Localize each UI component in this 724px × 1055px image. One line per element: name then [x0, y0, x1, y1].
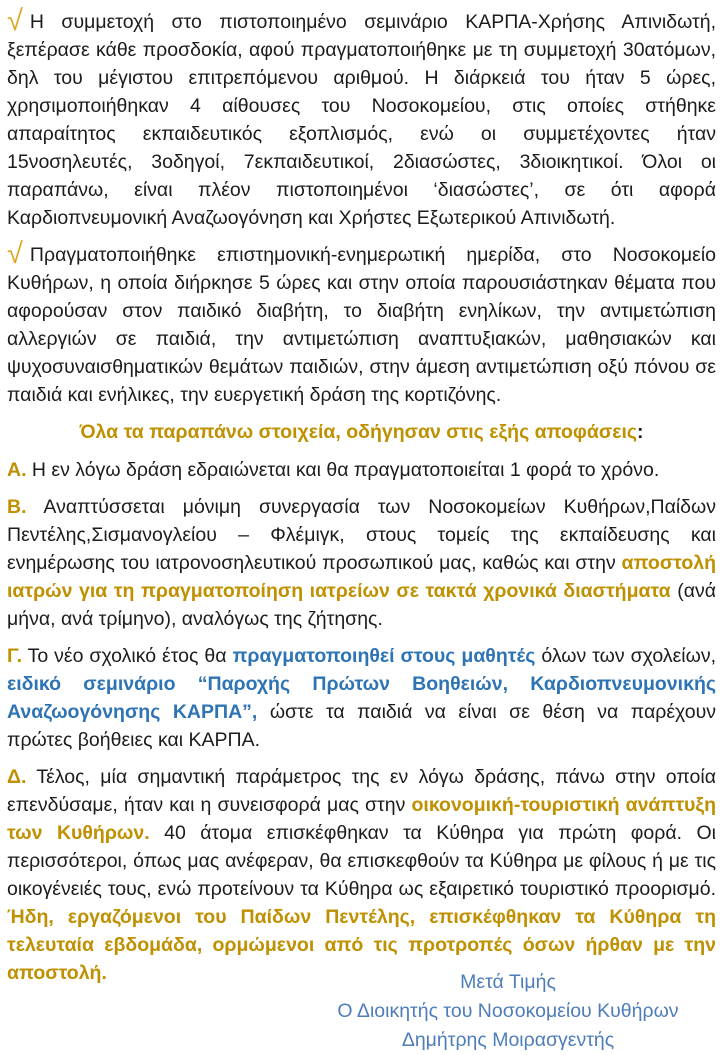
decision-b-highlight: αποστολή ιατρών για τη πραγματοποίηση ιατρείων σε τακτά χρονικά διαστήματα: [7, 552, 716, 602]
decision-b-text-2: (ανά μήνα, ανά τρίμηνο), αναλόγως της ζήτησης.: [7, 580, 716, 630]
decision-a-text: Η εν λόγω δράση εδραιώνεται και θα πραγματοποιείται 1 φορά το χρόνο.: [26, 459, 660, 481]
decision-d-text-1: Τέλος, μία σημαντική παράμετρος της εν λόγω δράσης, πάνω στην οποία επενδύσαμε, ήταν και η συνεισφορά μας στην: [7, 766, 716, 816]
paragraph-seminar-text: Η συμμετοχή στο πιστοποιημένο σεμινάριο ΚΑΡΠΑ-Χρήσης Απινιδωτή, ξεπέρασε κάθε προσδοκία, αφού πραγματοποιήθηκε με τη συμμετοχή 30ατόμων, δηλ του μέγιστου επιτρεπόμενου αριθμού. Η διάρκειά του ήταν 5 ώρες, χρησιμοποιήθηκαν 4 αίθουσες του Νοσοκομείου, στις οποίες στήθηκε απαραίτητος εκπαιδευτικός εξοπλισμός, ενώ οι συμμετέχοντες ήταν 15νοσηλευτές, 3οδηγοί, 7εκπαιδευτικοί, 2διασώστες, 3διοικητικοί. Όλοι οι παραπάνω, είναι πλέον πιστοποιημένοι ‘διασώστες’, σε ότι αφορά Καρδιοπνευμονική Αναζωογόνηση και Χρήστες Εξωτερικού Απινιδωτή.: [7, 11, 716, 229]
decision-c-highlight-1: πραγματοποιηθεί στους μαθητές: [232, 645, 536, 667]
decision-a: [7, 456, 716, 484]
decision-c-text-3: ώστε τα παιδιά να είναι σε θέση να παρέχουν πρώτες βοήθειες και ΚΑΡΠΑ.: [7, 701, 716, 751]
decision-a-label: Α.: [7, 459, 27, 481]
check-icon: √: [7, 5, 23, 37]
decision-b-label: Β.: [7, 496, 27, 518]
paragraph-infoday-text: Πραγματοποιήθηκε επιστημονική-ενημερωτική ημερίδα, στο Νοσοκομείο Κυθήρων, η οποία διήρκησε 5 ώρες και στην οποία παρουσιάστηκαν θέματα που αφορούσαν στον παιδικό διαβήτη, το διαβήτη ενηλίκων, την αντιμετώπιση αλλεργιών σε παιδιά, την αντιμετώπιση αναπτυξιακών, μαθησιακών και ψυχοσυναισθηματικών θεμάτων παιδιών, στην άμεση αντιμετώπιση οξύ πόνου σε παιδιά και ενήλικες, την ευεργετική δράση της κορτιζόνης.: [7, 244, 716, 406]
decision-d-highlight-1: οικονομική-τουριστική ανάπτυξη των Κυθήρων.: [7, 794, 716, 844]
decision-c-text-2: όλων των σχολείων,: [535, 645, 716, 667]
decisions-heading-text: Όλα τα παραπάνω στοιχεία, οδήγησαν στις εξής αποφάσεις: [79, 421, 638, 443]
decision-c-highlight-2: ειδικό σεμινάριο “Παροχής Πρώτων Βοηθειών, Καρδιοπνευμονικής Αναζωογόνησης ΚΑΡΠΑ”,: [7, 673, 716, 723]
decisions-heading: [7, 418, 716, 446]
decision-d: [7, 763, 716, 987]
signature-closing: Μετά Τιμής: [460, 971, 556, 993]
decision-d-text-2: 40 άτομα επισκέφθηκαν τα Κύθηρα για πρώτη φορά. Οι περισσότεροι, όπως μας ανέφεραν, θα επισκεφθούν τα Κύθηρα με φίλους ή με τις οικογένειές τους, ενώ προτείνουν τα Κύθηρα ως εξαιρετικό τουριστικό προορισμό.: [7, 822, 717, 900]
check-icon: √: [7, 238, 23, 270]
decision-c: [7, 642, 716, 754]
decision-c-label: Γ.: [7, 645, 22, 667]
decision-d-label: Δ.: [7, 766, 27, 788]
signature-name: Δημήτρης Μοιρασγεντής: [401, 1029, 615, 1051]
signature-block: [308, 968, 708, 1055]
decision-d-highlight-2: Ήδη, εργαζόμενοι του Παίδων Πεντέλης, επισκέφθηκαν τα Κύθηρα τη τελευταία εβδομάδα, ορμώμενοι από τις προτροπές όσων ήρθαν με την αποστολή.: [7, 906, 716, 984]
paragraph-seminar: [7, 5, 716, 232]
decision-c-text-1: Το νέο σχολικό έτος θα: [22, 645, 233, 667]
decisions-heading-colon: :: [637, 421, 644, 443]
decision-b: [7, 493, 716, 633]
signature-title: Ο Διοικητής του Νοσοκομείου Κυθήρων: [337, 1000, 679, 1022]
decision-b-text-1: Αναπτύσσεται μόνιμη συνεργασία των Νοσοκομείων Κυθήρων,Παίδων Πεντέλης,Σισμανογλείου – Φλέμιγκ, στους τομείς της εκπαίδευσης και ενημέρωσης του ιατρονοσηλευτικού προσωπικού μας, καθώς και στην: [7, 496, 716, 574]
paragraph-infoday: [7, 238, 716, 409]
